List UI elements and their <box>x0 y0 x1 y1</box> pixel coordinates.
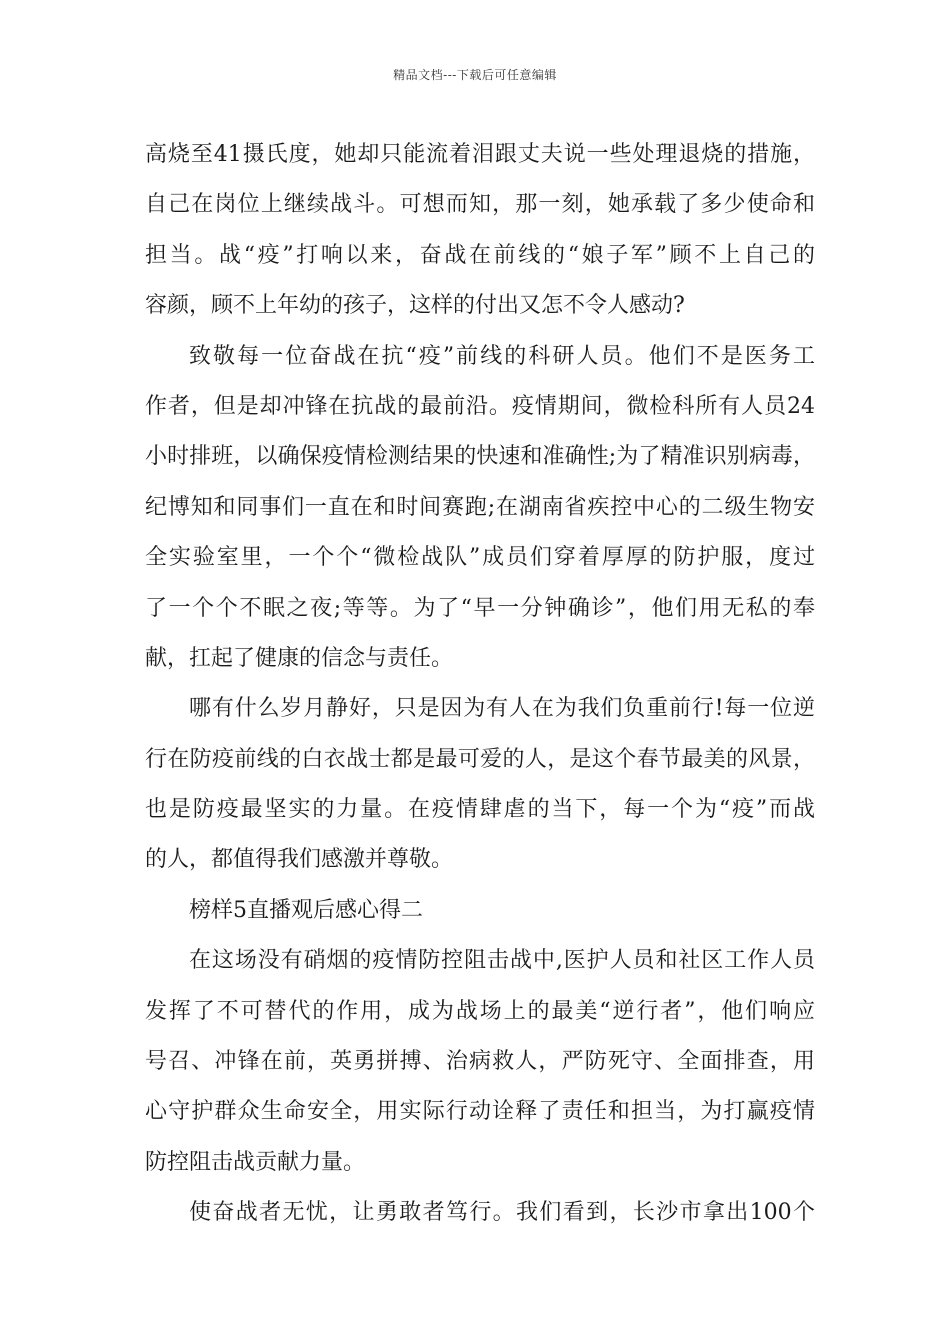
text-line: 作者，但是却冲锋在抗战的最前沿。疫情期间，微检科所有人员24 <box>145 393 815 419</box>
text-line: 发挥了不可替代的作用，成为战场上的最美“逆行者”，他们响应 <box>145 998 815 1024</box>
text-line: 了一个个不眠之夜;等等。为了“早一分钟确诊”，他们用无私的奉 <box>145 595 815 621</box>
text-line: 自己在岗位上继续战斗。可想而知，那一刻，她承载了多少使命和 <box>145 192 815 218</box>
text-line: 榜样5直播观后感心得二 <box>189 897 423 923</box>
text-line: 号召、冲锋在前，英勇拼搏、治病救人，严防死守、全面排查，用 <box>145 1049 815 1075</box>
text-line: 防控阻击战贡献力量。 <box>145 1149 366 1175</box>
body-text <box>145 130 815 1239</box>
text-line: 担当。战“疫”打响以来，奋战在前线的“娘子军”顾不上自己的 <box>145 242 815 268</box>
text-line: 全实验室里，一个个“微检战队”成员们穿着厚厚的防护服，度过 <box>145 545 815 571</box>
text-line: 行在防疫前线的白衣战士都是最可爱的人，是这个春节最美的风景， <box>145 746 815 772</box>
text-line: 致敬每一位奋战在抗“疫”前线的科研人员。他们不是医务工 <box>189 343 815 369</box>
text-line: 容颜，顾不上年幼的孩子，这样的付出又怎不令人感动? <box>145 293 685 319</box>
text-line: 也是防疫最坚实的力量。在疫情肆虐的当下，每一个为“疫”而战 <box>145 797 815 823</box>
text-line: 在这场没有硝烟的疫情防控阻击战中,医护人员和社区工作人员 <box>189 948 815 974</box>
text-line: 小时排班，以确保疫情检测结果的快速和准确性;为了精准识别病毒， <box>145 444 815 470</box>
text-line: 高烧至41摄氏度，她却只能流着泪跟丈夫说一些处理退烧的措施， <box>145 142 815 167</box>
text-line: 使奋战者无忧，让勇敢者笃行。我们看到，长沙市拿出100个 <box>189 1200 815 1226</box>
text-line: 哪有什么岁月静好，只是因为有人在为我们负重前行!每一位逆 <box>189 696 815 722</box>
text-line: 献，扛起了健康的信念与责任。 <box>145 645 454 671</box>
text-line: 心守护群众生命安全，用实际行动诠释了责任和担当，为打赢疫情 <box>145 1099 815 1125</box>
text-line: 纪博知和同事们一直在和时间赛跑;在湖南省疾控中心的二级生物安 <box>145 494 815 520</box>
page-header: 精品文档---下载后可任意编辑 <box>393 68 557 82</box>
text-line: 的人，都值得我们感激并尊敬。 <box>145 847 454 873</box>
